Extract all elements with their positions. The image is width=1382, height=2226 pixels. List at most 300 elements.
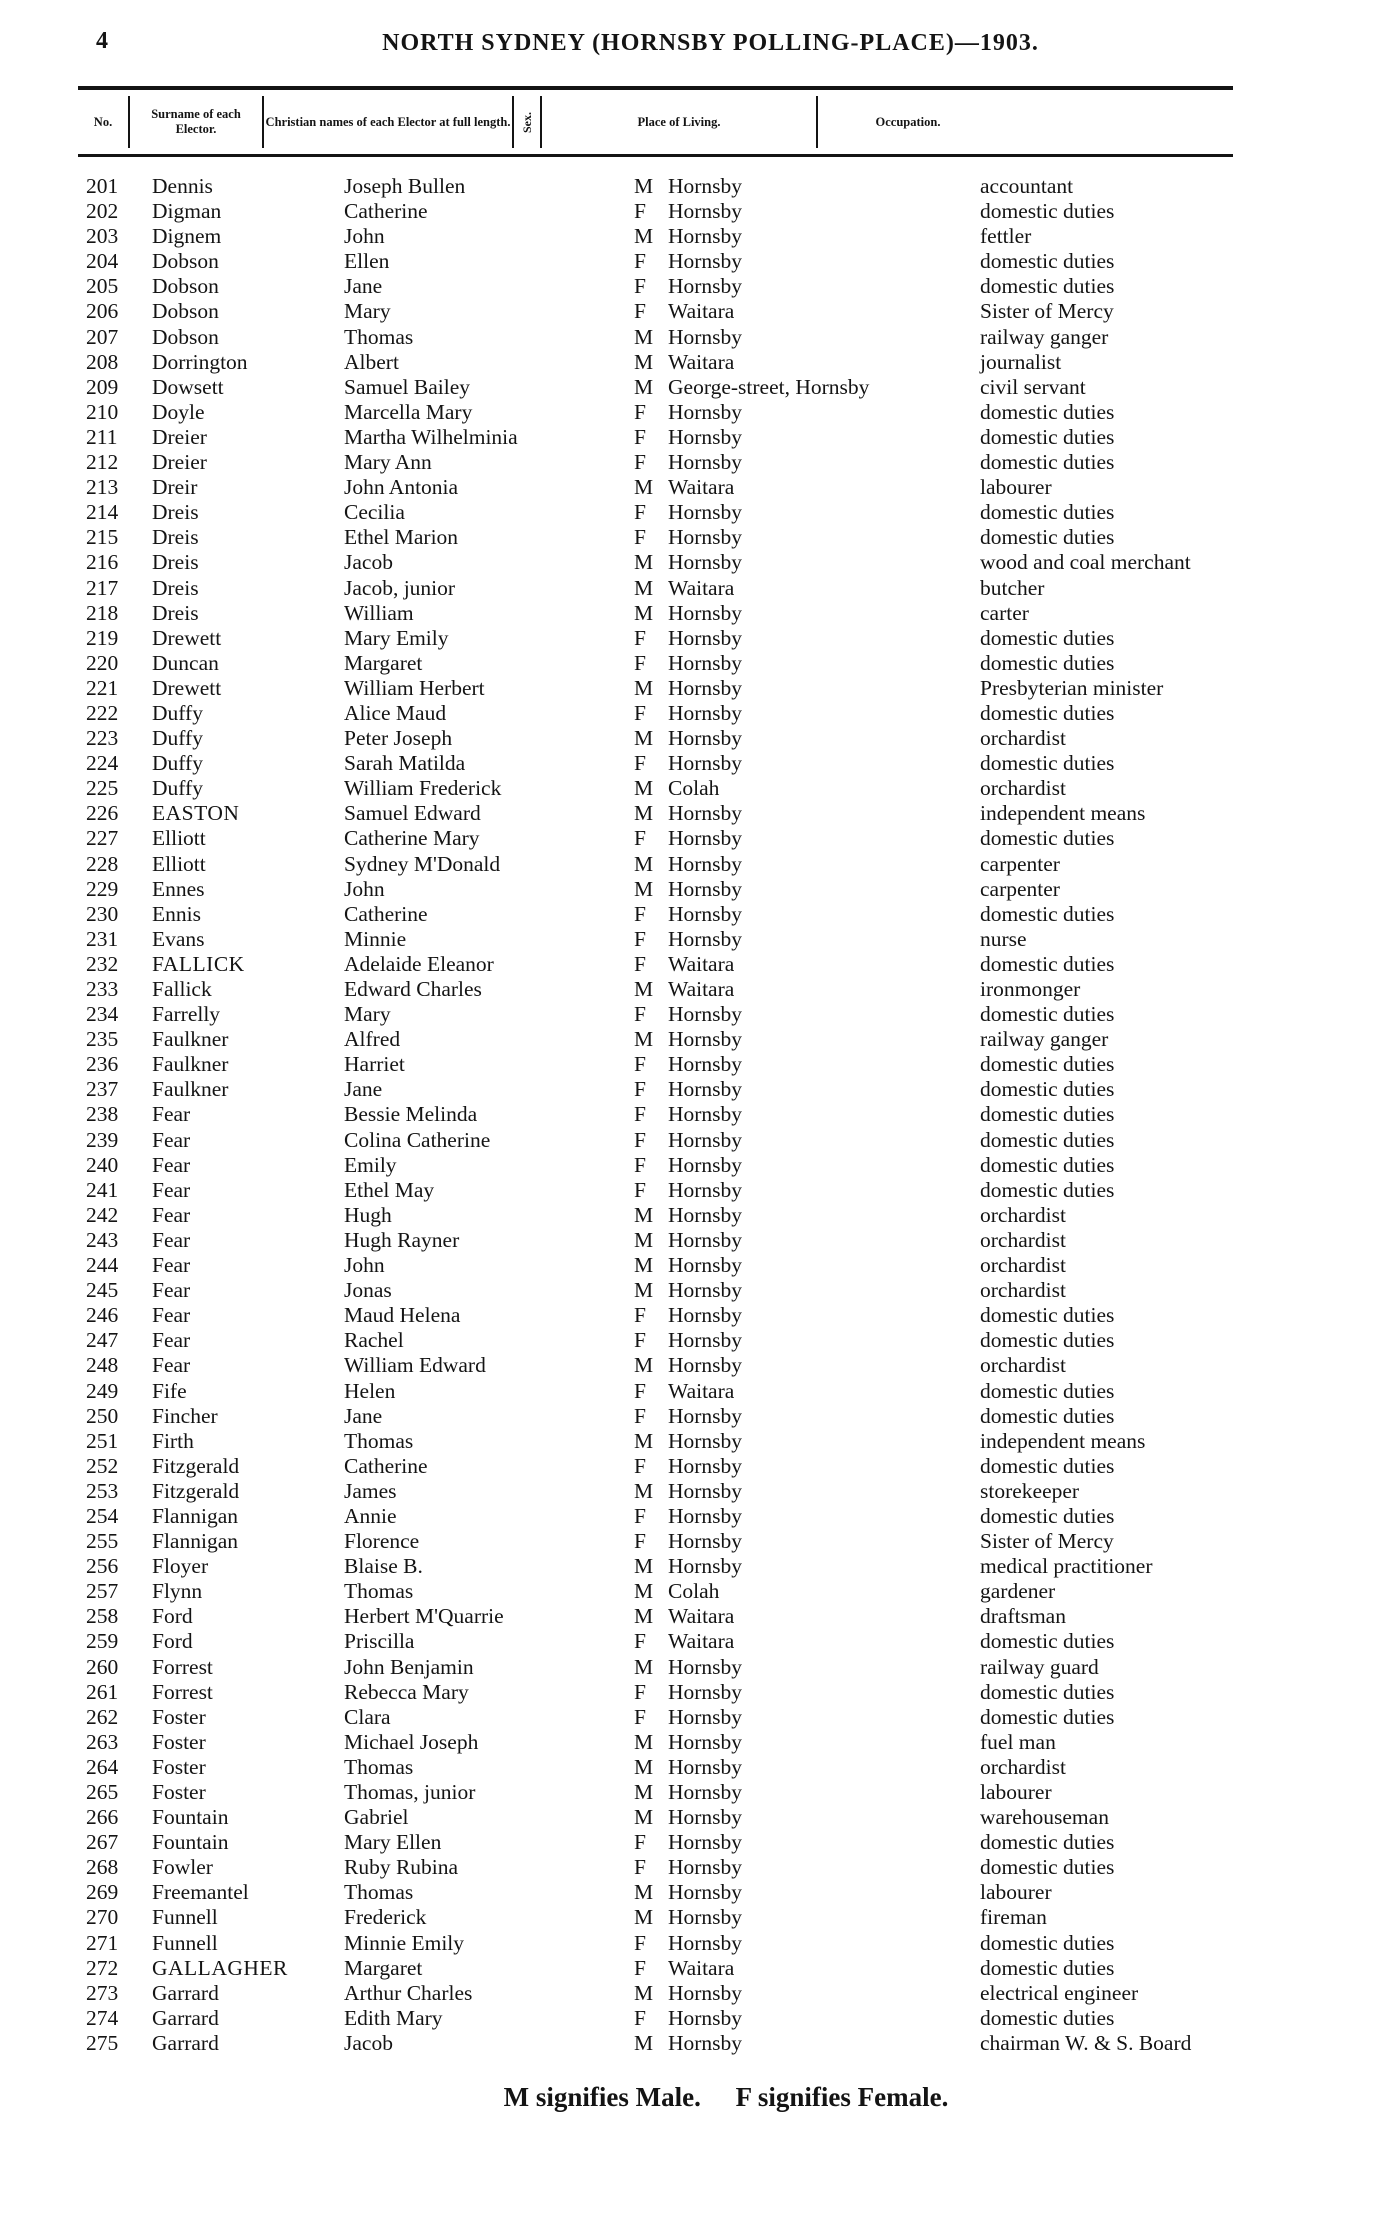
elector-christian-names: Jane [344,1077,383,1102]
elector-number: 252 [86,1453,119,1478]
table-row [0,1705,1382,1730]
elector-occupation: chairman W. & S. Board [980,2030,1192,2055]
elector-sex: F [634,1177,646,1202]
elector-number: 257 [86,1579,119,1604]
elector-number: 236 [86,1052,119,1077]
elector-number: 248 [86,1353,119,1378]
elector-occupation: Sister of Mercy [980,1529,1114,1554]
elector-occupation: domestic duties [980,450,1115,475]
column-header-christian-names: Christian names of each Elector at full length. [265,114,511,129]
elector-occupation: independent means [980,1428,1146,1453]
elector-surname: Fear [152,1303,191,1328]
elector-surname: Dobson [152,299,219,324]
elector-surname: Firth [152,1428,194,1453]
elector-surname: Dreir [152,475,198,500]
elector-christian-names: Thomas, junior [344,1780,476,1804]
elector-surname: Forrest [152,1654,213,1679]
elector-surname: Evans [152,926,205,951]
table-row [0,375,1382,400]
elector-occupation: orchardist [980,1278,1066,1303]
elector-christian-names: Mary Emily [344,625,449,650]
elector-place: Hornsby [668,926,743,951]
elector-number: 203 [86,224,119,249]
elector-number: 243 [86,1227,119,1252]
elector-number: 267 [86,1830,119,1855]
elector-place: Hornsby [668,1805,743,1830]
elector-surname: Foster [152,1754,206,1779]
elector-place: Hornsby [668,1830,743,1855]
elector-sex: F [634,1403,646,1428]
elector-number: 239 [86,1127,119,1152]
elector-surname: Dobson [152,274,219,299]
elector-place: Hornsby [668,249,743,274]
table-row [0,199,1382,224]
table-row [0,2031,1382,2056]
elector-sex: F [634,424,646,449]
elector-occupation: domestic duties [980,1177,1115,1202]
elector-surname: Garrard [152,2030,219,2055]
elector-number: 202 [86,199,119,224]
elector-christian-names: Hugh Rayner [344,1227,460,1252]
elector-surname: Fife [152,1378,187,1403]
elector-occupation: fettler [980,224,1032,249]
elector-christian-names: Mary Ann [344,450,432,475]
elector-christian-names: Maud Helena [344,1303,461,1328]
elector-occupation: domestic duties [980,399,1115,424]
elector-surname: Freemantel [152,1880,249,1905]
elector-occupation: domestic duties [980,1503,1115,1528]
elector-surname: Fitzgerald [152,1453,240,1478]
elector-surname: Dobson [152,249,219,274]
elector-number: 218 [86,600,119,625]
elector-occupation: orchardist [980,1227,1066,1252]
elector-sex: F [634,1503,646,1528]
elector-place: Hornsby [668,1002,743,1027]
elector-christian-names: Helen [344,1378,396,1403]
elector-surname: FALLICK [152,951,245,976]
elector-number: 212 [86,450,119,475]
elector-place: Hornsby [668,1855,743,1880]
elector-surname: Dreis [152,500,199,525]
elector-occupation: butcher [980,575,1045,600]
elector-number: 258 [86,1604,119,1629]
elector-occupation: domestic duties [980,424,1115,449]
elector-surname: Fountain [152,1805,229,1830]
elector-occupation: domestic duties [980,1453,1115,1478]
table-row [0,1303,1382,1328]
elector-place: Hornsby [668,1177,743,1202]
elector-occupation: carpenter [980,851,1060,876]
elector-number: 263 [86,1729,119,1754]
elector-occupation: domestic duties [980,1127,1115,1152]
table-row [0,350,1382,375]
elector-surname: Doyle [152,399,205,424]
elector-occupation: domestic duties [980,1704,1115,1729]
elector-place: Hornsby [668,851,743,876]
elector-place: Hornsby [668,675,743,700]
elector-surname: Dowsett [152,374,224,399]
elector-place: Hornsby [668,450,743,475]
table-row [0,1529,1382,1554]
elector-occupation: orchardist [980,1253,1066,1278]
elector-surname: Foster [152,1729,206,1754]
elector-christian-names: Samuel Edward [344,801,481,826]
elector-number: 205 [86,274,119,299]
elector-surname: Dreis [152,550,199,575]
elector-occupation: domestic duties [980,1077,1115,1102]
elector-surname: Fear [152,1353,191,1378]
elector-number: 211 [86,424,118,449]
elector-occupation: labourer [980,1880,1052,1905]
elector-number: 235 [86,1027,119,1052]
table-row [0,852,1382,877]
elector-occupation: independent means [980,801,1146,826]
elector-sex: F [634,1152,646,1177]
elector-christian-names: Clara [344,1704,391,1729]
elector-surname: GALLAGHER [152,1955,288,1980]
elector-number: 234 [86,1002,119,1027]
elector-number: 209 [86,374,119,399]
elector-number: 265 [86,1780,119,1804]
elector-place: Hornsby [668,525,743,550]
elector-occupation: storekeeper [980,1478,1080,1503]
elector-occupation: domestic duties [980,2005,1115,2030]
elector-christian-names: Jane [344,1403,383,1428]
table-row [0,1905,1382,1930]
table-row [0,1328,1382,1353]
elector-christian-names: Mary [344,1002,391,1027]
elector-occupation: domestic duties [980,1403,1115,1428]
elector-sex: M [634,726,654,751]
elector-sex: F [634,1453,646,1478]
elector-number: 233 [86,977,119,1001]
elector-christian-names: Catherine [344,901,428,926]
elector-place: Hornsby [668,1453,743,1478]
elector-christian-names: Jane [344,274,383,299]
elector-christian-names: John Antonia [344,475,459,500]
elector-sex: M [634,2030,654,2055]
elector-sex: F [634,1002,646,1027]
elector-place: Colah [668,1579,720,1604]
elector-occupation: nurse [980,926,1027,951]
elector-place: Hornsby [668,1403,743,1428]
elector-sex: F [634,450,646,475]
elector-surname: Fear [152,1177,191,1202]
elector-surname: Dreis [152,525,199,550]
elector-number: 206 [86,299,119,324]
table-row [0,902,1382,927]
elector-sex: F [634,826,646,851]
table-row [0,1805,1382,1830]
elector-number: 275 [86,2030,119,2055]
elector-occupation: domestic duties [980,700,1115,725]
elector-occupation: domestic duties [980,199,1115,224]
elector-sex: F [634,625,646,650]
elector-christian-names: Catherine [344,1453,428,1478]
page-title: NORTH SYDNEY (HORNSBY POLLING-PLACE)—1903. [382,30,1039,56]
elector-surname: Fear [152,1227,191,1252]
elector-place: Hornsby [668,174,743,198]
elector-sex: F [634,1529,646,1554]
table-row [0,977,1382,1002]
elector-occupation: orchardist [980,776,1066,801]
elector-place: Hornsby [668,1930,743,1955]
elector-surname: Dorrington [152,349,248,374]
elector-number: 268 [86,1855,119,1880]
table-row [0,1429,1382,1454]
elector-christian-names: William Herbert [344,675,485,700]
elector-number: 226 [86,801,119,826]
elector-number: 219 [86,625,119,650]
elector-sex: M [634,801,654,826]
elector-place: Hornsby [668,625,743,650]
elector-place: Hornsby [668,550,743,575]
table-row [0,952,1382,977]
elector-christian-names: Mary [344,299,391,324]
elector-place: Waitara [668,1955,735,1980]
elector-occupation: railway ganger [980,324,1109,349]
table-row [0,1981,1382,2006]
elector-occupation: domestic duties [980,1955,1115,1980]
table-row [0,525,1382,550]
elector-place: Hornsby [668,901,743,926]
table-row [0,1454,1382,1479]
elector-christian-names: John Benjamin [344,1654,474,1679]
elector-sex: F [634,1052,646,1077]
elector-number: 256 [86,1554,119,1579]
elector-christian-names: Minnie [344,926,407,951]
female-legend: F signifies Female. [735,2082,949,2112]
elector-christian-names: Priscilla [344,1629,415,1654]
elector-christian-names: Rebecca Mary [344,1679,469,1704]
table-row [0,1504,1382,1529]
elector-sex: F [634,951,646,976]
elector-surname: Fear [152,1152,191,1177]
elector-number: 222 [86,700,119,725]
elector-place: Hornsby [668,1152,743,1177]
elector-number: 251 [86,1428,119,1453]
table-row [0,174,1382,199]
elector-number: 223 [86,726,119,751]
elector-sex: F [634,1378,646,1403]
elector-occupation: carpenter [980,876,1060,901]
elector-place: Hornsby [668,1052,743,1077]
elector-occupation: domestic duties [980,625,1115,650]
elector-christian-names: Rachel [344,1328,404,1353]
elector-occupation: orchardist [980,1754,1066,1779]
elector-number: 225 [86,776,119,801]
table-row [0,1830,1382,1855]
elector-occupation: domestic duties [980,1930,1115,1955]
elector-surname: Funnell [152,1905,218,1930]
elector-number: 259 [86,1629,119,1654]
elector-place: Hornsby [668,801,743,826]
elector-number: 224 [86,751,119,776]
elector-surname: Foster [152,1780,206,1804]
column-header-place: Place of Living. [637,114,721,129]
table-row [0,550,1382,575]
table-row [0,651,1382,676]
elector-christian-names: Colina Catherine [344,1127,491,1152]
table-row [0,1680,1382,1705]
elector-christian-names: Florence [344,1529,420,1554]
elector-number: 244 [86,1253,119,1278]
elector-christian-names: Arthur Charles [344,1980,473,2005]
elector-christian-names: Alfred [344,1027,401,1052]
elector-place: Hornsby [668,274,743,299]
table-row [0,1128,1382,1153]
elector-sex: M [634,977,654,1001]
elector-number: 227 [86,826,119,851]
elector-number: 246 [86,1303,119,1328]
elector-sex: F [634,2005,646,2030]
elector-christian-names: William Edward [344,1353,486,1378]
table-row [0,475,1382,500]
elector-surname: Digman [152,199,222,224]
elector-sex: M [634,1027,654,1052]
elector-surname: Faulkner [152,1052,229,1077]
elector-occupation: domestic duties [980,274,1115,299]
elector-christian-names: Harriet [344,1052,405,1077]
table-row [0,1002,1382,1027]
elector-surname: Duffy [152,726,203,751]
elector-occupation: Presbyterian minister [980,675,1164,700]
elector-sex: M [634,1880,654,1905]
elector-place: Hornsby [668,1328,743,1353]
elector-occupation: draftsman [980,1604,1066,1629]
elector-place: Hornsby [668,1353,743,1378]
page-number: 4 [96,28,108,54]
elector-number: 210 [86,399,119,424]
elector-number: 215 [86,525,119,550]
elector-occupation: labourer [980,1780,1052,1804]
table-row [0,1755,1382,1780]
elector-sex: M [634,1754,654,1779]
elector-christian-names: Gabriel [344,1805,409,1830]
elector-sex: M [634,1353,654,1378]
elector-place: Hornsby [668,500,743,525]
elector-sex: F [634,1303,646,1328]
elector-sex: M [634,1654,654,1679]
elector-christian-names: Jacob [344,550,393,575]
elector-sex: F [634,751,646,776]
page-header [78,28,1233,62]
elector-number: 221 [86,675,119,700]
elector-place: Hornsby [668,1303,743,1328]
table-row [0,1253,1382,1278]
elector-surname: Fear [152,1127,191,1152]
table-row [0,1554,1382,1579]
elector-sex: M [634,550,654,575]
elector-occupation: domestic duties [980,525,1115,550]
elector-christian-names: William Frederick [344,776,502,801]
elector-occupation: domestic duties [980,1303,1115,1328]
elector-christian-names: Margaret [344,1955,423,1980]
elector-place: Hornsby [668,1227,743,1252]
elector-occupation: accountant [980,174,1074,198]
table-row [0,601,1382,626]
elector-sex: F [634,1102,646,1127]
elector-number: 266 [86,1805,119,1830]
table-row [0,1102,1382,1127]
elector-christian-names: Hugh [344,1202,392,1227]
elector-surname: Ennes [152,876,205,901]
elector-surname: Flannigan [152,1529,238,1554]
elector-surname: Drewett [152,675,222,700]
elector-place: Waitara [668,1604,735,1629]
elector-sex: F [634,1629,646,1654]
elector-sex: F [634,399,646,424]
elector-sex: F [634,199,646,224]
elector-occupation: domestic duties [980,1378,1115,1403]
elector-sex: M [634,1805,654,1830]
elector-sex: F [634,700,646,725]
elector-number: 214 [86,500,119,525]
elector-surname: Ford [152,1604,193,1629]
elector-sex: M [634,1227,654,1252]
table-row [0,1077,1382,1102]
elector-occupation: civil servant [980,374,1086,399]
elector-sex: M [634,1202,654,1227]
elector-place: Hornsby [668,1102,743,1127]
elector-christian-names: Joseph Bullen [344,174,466,198]
elector-christian-names: Albert [344,349,399,374]
elector-occupation: journalist [980,349,1062,374]
elector-occupation: railway ganger [980,1027,1109,1052]
elector-surname: Fountain [152,1830,229,1855]
table-row [0,299,1382,324]
elector-number: 229 [86,876,119,901]
table-row [0,274,1382,299]
elector-place: Hornsby [668,324,743,349]
elector-number: 217 [86,575,119,600]
elector-place: Hornsby [668,826,743,851]
elector-surname: Faulkner [152,1077,229,1102]
table-row [0,1931,1382,1956]
table-row [0,626,1382,651]
elector-christian-names: Thomas [344,1579,414,1604]
elector-surname: Dreis [152,600,199,625]
elector-surname: Farrelly [152,1002,221,1027]
table-row [0,676,1382,701]
elector-occupation: domestic duties [980,751,1115,776]
elector-sex: M [634,1253,654,1278]
elector-sex: M [634,475,654,500]
table-row [0,325,1382,350]
elector-sex: M [634,1604,654,1629]
elector-occupation: electrical engineer [980,1980,1139,2005]
elector-surname: Flannigan [152,1503,238,1528]
elector-sex: F [634,1679,646,1704]
table-row [0,1052,1382,1077]
elector-surname: Fear [152,1278,191,1303]
elector-sex: F [634,1930,646,1955]
elector-occupation: fireman [980,1905,1047,1930]
elector-surname: Drewett [152,625,222,650]
elector-surname: Dreier [152,450,207,475]
table-row [0,1655,1382,1680]
elector-number: 253 [86,1478,119,1503]
elector-surname: Floyer [152,1554,209,1579]
elector-christian-names: Edith Mary [344,2005,443,2030]
elector-sex: M [634,174,654,198]
elector-place: Hornsby [668,399,743,424]
elector-sex: F [634,299,646,324]
table-row [0,1956,1382,1981]
table-row [0,1730,1382,1755]
elector-surname: Fincher [152,1403,218,1428]
elector-christian-names: Catherine Mary [344,826,480,851]
